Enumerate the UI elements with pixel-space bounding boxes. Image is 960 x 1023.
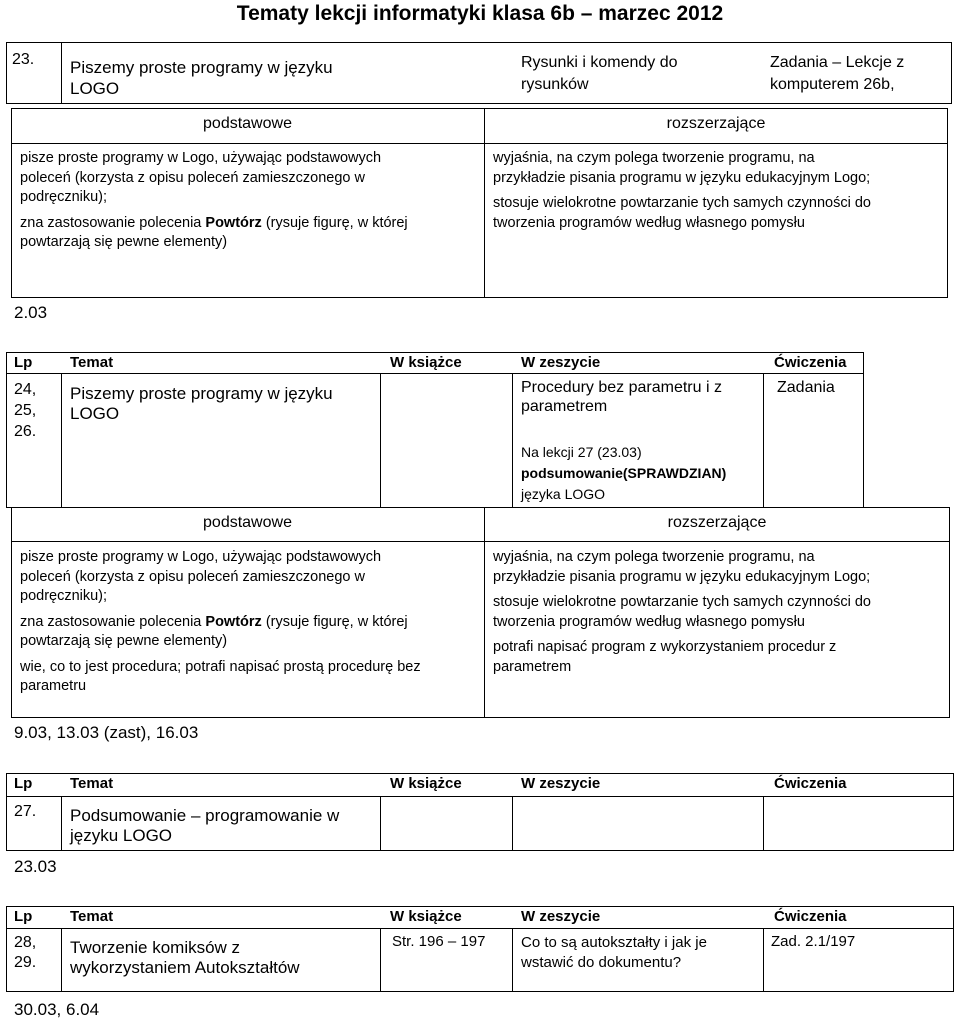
lesson-date-3: 23.03 — [14, 857, 57, 876]
table3-topic: Tworzenie komiksów z wykorzystaniem Autokształtów — [70, 938, 300, 977]
table2-header-exercises: Ćwiczenia — [774, 775, 847, 792]
table2-lp: 27. — [14, 803, 37, 820]
table3-exercises: Zad. 2.1/197 — [771, 933, 856, 950]
lesson-23-exercises-line2: komputerem 26b, — [770, 76, 895, 93]
basic-requirements-heading: podstawowe — [203, 115, 292, 132]
table1-notebook-note: Na lekcji 27 (23.03) podsumowanie(SPRAWDZIAN) języka LOGO — [521, 444, 727, 502]
extended-requirements-text: wyjaśnia, na czym polega tworzenie programu, na przykładzie pisania programu w języku edukacyjnym Logo; stosuje wielokrotne powtarzanie tych samych czynności do tworzenia programów według własnego pomysłu — [493, 150, 871, 231]
basic-requirements-text-2: pisze proste programy w Logo, używając podstawowych poleceń (korzysta z opisu poleceń zamieszczonego w podręczniku); zna zastosowanie polecenia Powtórz (rysuje figurę, w której powtarzają się pewne elementy) wie, co to jest procedura; potrafi napisać prostą procedurę bez parametru — [20, 549, 421, 694]
table1-topic: Piszemy proste programy w języku LOGO — [70, 384, 333, 423]
table1-header-lp: Lp — [14, 354, 33, 371]
table1-header-notebook: W zeszycie — [521, 354, 601, 371]
extended-requirements-text-2: wyjaśnia, na czym polega tworzenie programu, na przykładzie pisania programu w języku edukacyjnym Logo; stosuje wielokrotne powtarzanie tych samych czynności do tworzenia programów według własnego pomysłu potrafi napisać program z wykorzystaniem procedur z parametrem — [493, 549, 871, 675]
lesson-23-topic-line1: Piszemy proste programy w języku — [70, 58, 333, 77]
table3-book: Str. 196 – 197 — [392, 933, 486, 950]
table1-header-exercises: Ćwiczenia — [774, 354, 847, 371]
table3-header-lp: Lp — [14, 908, 33, 925]
table1-header-topic: Temat — [70, 354, 114, 371]
table3-lp: 28, 29. — [14, 934, 37, 971]
table2-topic: Podsumowanie – programowanie w języku LOGO — [70, 806, 340, 845]
table1-lp: 24, 25, 26. — [14, 381, 37, 440]
table2-header-lp: Lp — [14, 775, 33, 792]
extended-requirements-heading-2: rozszerzające — [667, 514, 767, 531]
lesson-23-book-line1: Rysunki i komendy do — [521, 54, 678, 71]
basic-requirements-text: pisze proste programy w Logo, używając podstawowych poleceń (korzysta z opisu poleceń zamieszczonego w podręczniku); zna zastosowanie polecenia Powtórz (rysuje figurę, w której powtarzają się pewne elementy) — [20, 150, 408, 250]
table2-header-book: W książce — [390, 775, 462, 792]
lesson-date-1: 2.03 — [14, 303, 48, 322]
table2-header-topic: Temat — [70, 775, 114, 792]
basic-requirements-heading-2: podstawowe — [203, 514, 292, 531]
table1-header-book: W książce — [390, 354, 462, 371]
table3-header-exercises: Ćwiczenia — [774, 908, 847, 925]
table1-notebook: Procedury bez parametru i z parametrem — [521, 379, 722, 415]
extended-requirements-heading: rozszerzające — [666, 115, 766, 132]
lesson-table-1 — [6, 352, 864, 508]
table3-header-topic: Temat — [70, 908, 114, 925]
table1-exercises: Zadania — [777, 379, 835, 396]
lesson-23-book-line2: rysunków — [521, 76, 589, 93]
table2-header-notebook: W zeszycie — [521, 775, 601, 792]
lesson-date-2: 9.03, 13.03 (zast), 16.03 — [14, 723, 199, 742]
page-title: Tematy lekcji informatyki klasa 6b – marzec 2012 — [236, 2, 724, 25]
table3-header-notebook: W zeszycie — [521, 908, 601, 925]
lesson-date-4: 30.03, 6.04 — [14, 1000, 100, 1019]
table3-header-book: W książce — [390, 908, 462, 925]
lesson-23-lp: 23. — [12, 51, 35, 68]
table3-notebook: Co to są autokształty i jak je wstawić do dokumentu? — [521, 934, 707, 971]
lesson-23-exercises-line1: Zadania – Lekcje z — [770, 54, 905, 71]
lesson-23-topic-line2: LOGO — [70, 79, 120, 98]
